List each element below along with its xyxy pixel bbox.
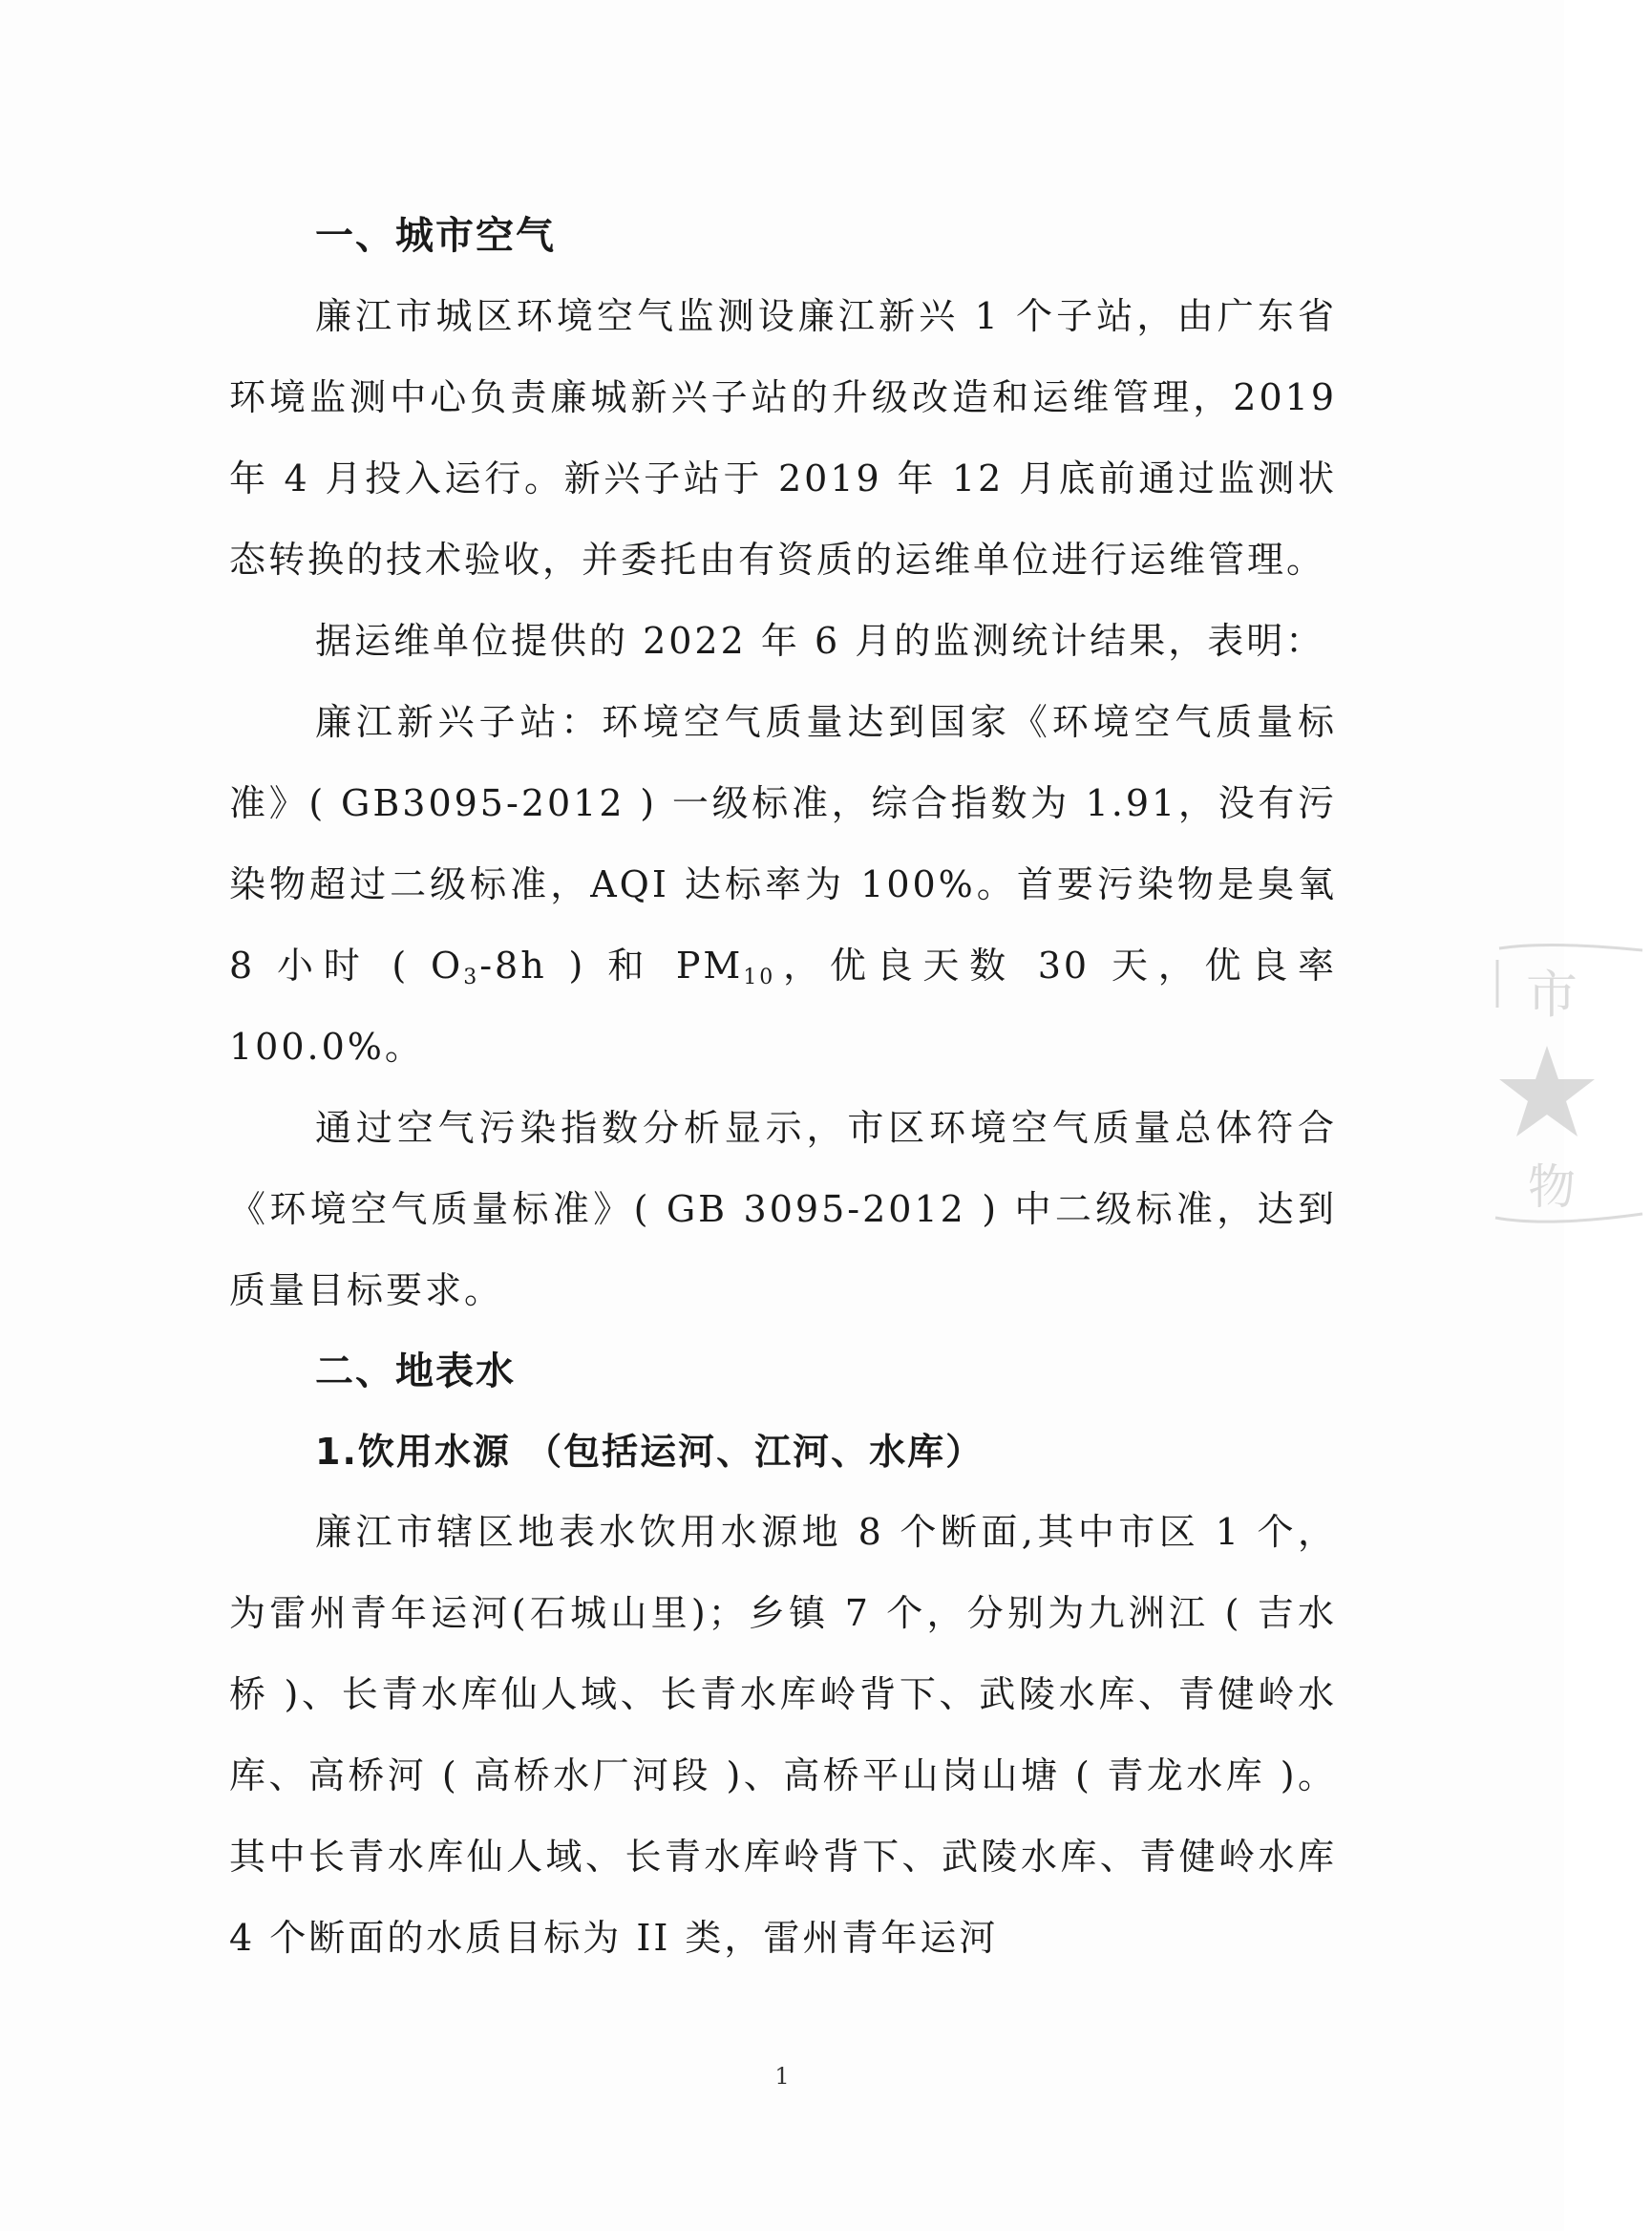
paragraph-air-conclusion: 通过空气污染指数分析显示，市区环境空气质量总体符合《环境空气质量标准》( GB 3095-2012 ) 中二级标准，达到质量目标要求。 xyxy=(229,1107,1337,1311)
svg-text:市: 市 xyxy=(1526,965,1578,1025)
subscript: 3 xyxy=(463,966,480,989)
text-fragment: ，优良天数 30 天，优良率 100.0%。 xyxy=(229,945,1337,1068)
paragraph-air-station: 廉江市城区环境空气监测设廉江新兴 1 个子站，由广东省环境监测中心负责廉城新兴子站的升级改造和运维管理，2019 年 4 月投入运行。新兴子站于 2019 年 12 月底前通过监测状态转换的技术验收，并委托由有资质的运维单位进行运维管理。 xyxy=(229,295,1337,581)
document-body xyxy=(229,196,1337,1979)
paragraph-air-stats-intro: 据运维单位提供的 2022 年 6 月的监测统计结果，表明： xyxy=(315,620,1325,662)
subheading-drinking-water: 1.饮用水源 （包括运河、江河、水库） xyxy=(315,1431,985,1473)
paragraph-air-xinxing-result xyxy=(229,682,1337,1088)
text-fragment: -8h ) 和 PM xyxy=(479,945,744,987)
page-number: 1 xyxy=(774,2063,790,2090)
section-heading-air: 一、城市空气 xyxy=(315,214,556,258)
subscript: 10 xyxy=(743,966,776,989)
text-fragment: 廉江新兴子站：环境空气质量达到国家《环境空气质量标准》( GB3095-2012 ) 一级标准，综合指数为 1.91，没有污染物超过二级标准，AQI 达标率为 100%。首要污染物是臭氧 8 小时 ( O xyxy=(229,701,1337,987)
official-seal-fragment xyxy=(1490,941,1652,1227)
svg-text:物: 物 xyxy=(1528,1159,1576,1215)
paragraph-drinking-water-sources: 廉江市辖区地表水饮用水源地 8 个断面,其中市区 1 个，为雷州青年运河(石城山里)；乡镇 7 个，分别为九洲江 ( 吉水桥 )、长青水库仙人域、长青水库岭背下、武陵水库、青健岭水库、高桥河 ( 高桥水厂河段 )、高桥平山岗山塘 ( 青龙水库 )。其中长青水库仙人域、长青水库岭背下、武陵水库、青健岭水库 4 个断面的水质目标为 II 类，雷州青年运河 xyxy=(229,1511,1337,1959)
section-heading-surface-water: 二、地表水 xyxy=(315,1349,516,1393)
